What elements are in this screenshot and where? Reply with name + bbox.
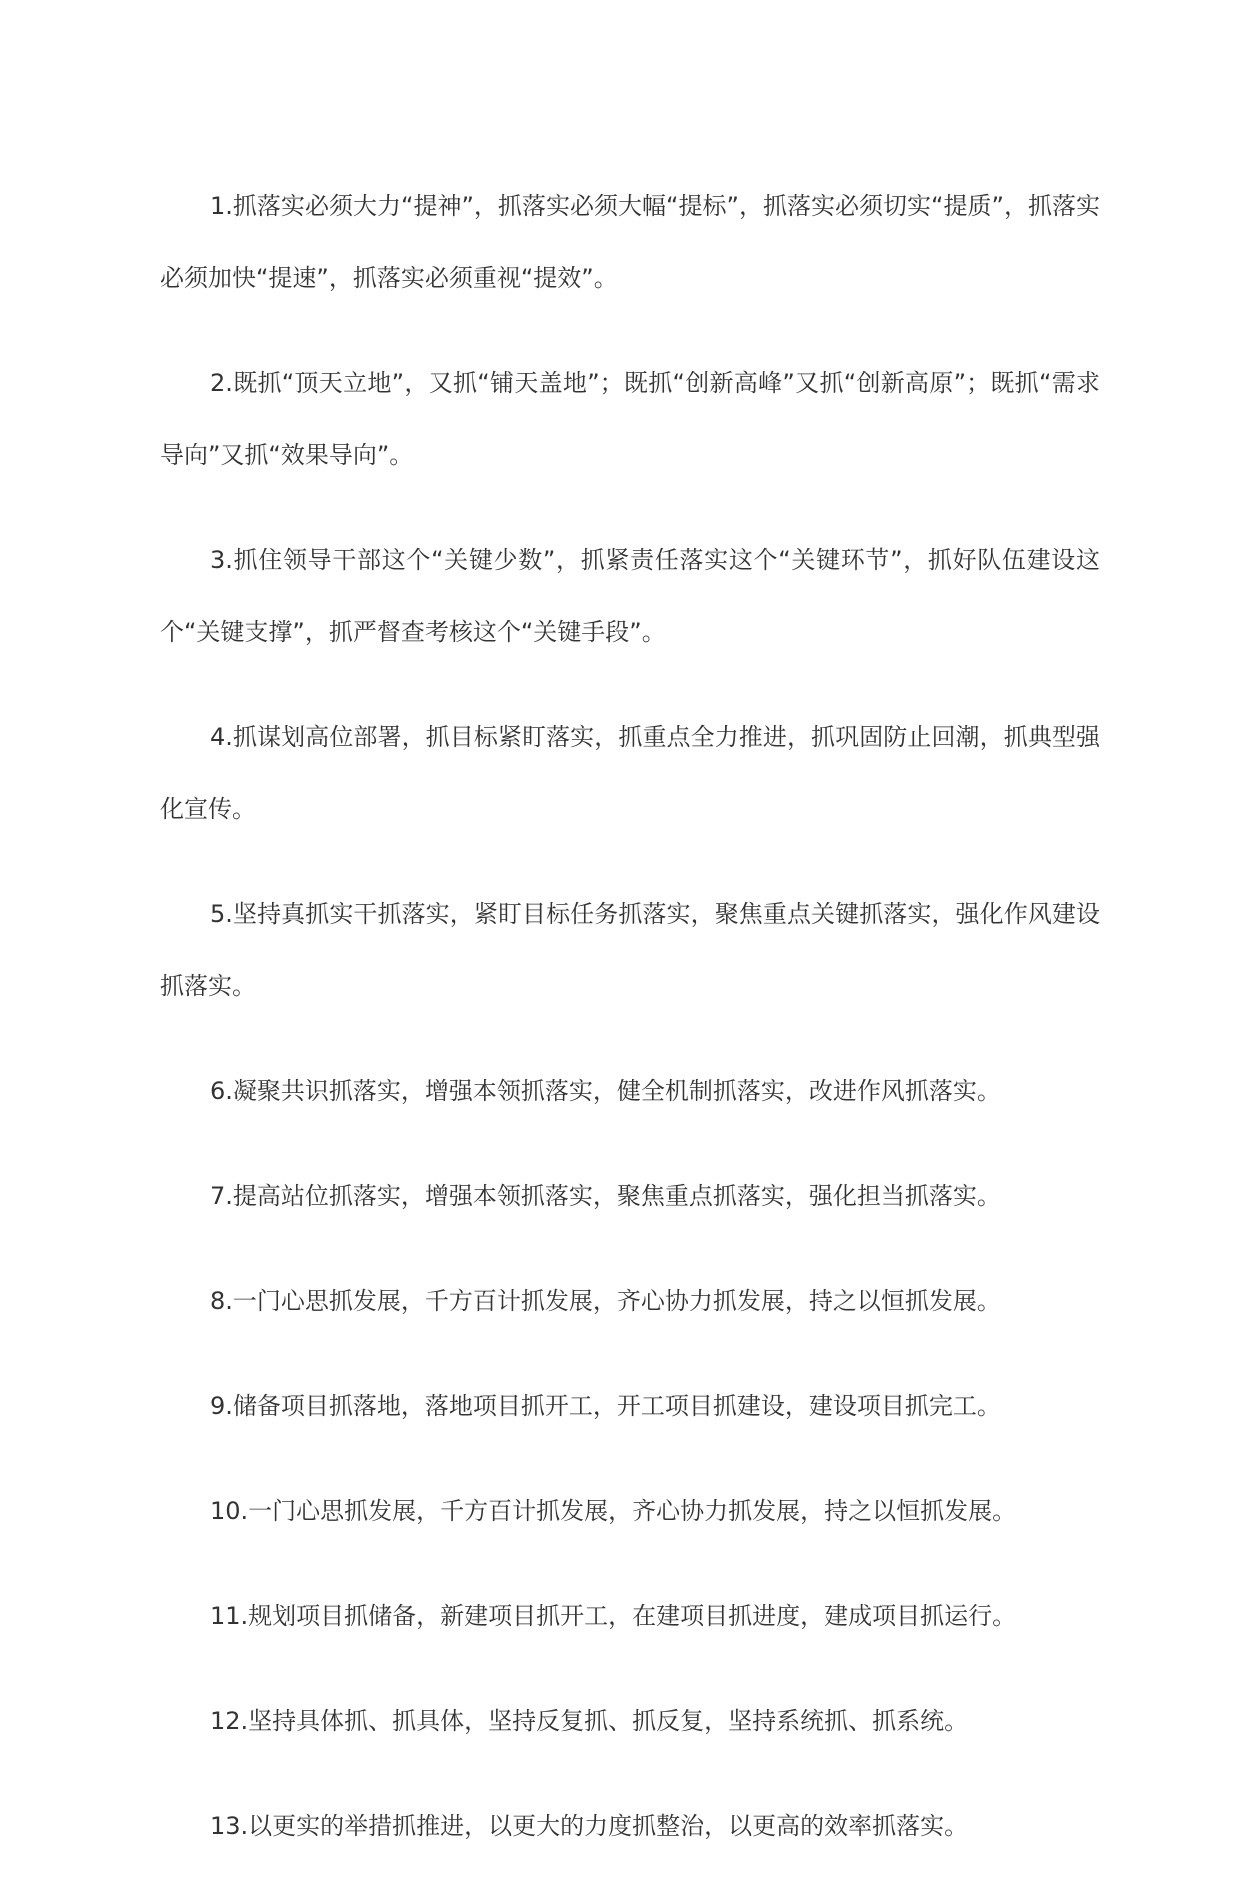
paragraph-6: 6.凝聚共识抓落实，增强本领抓落实，健全机制抓落实，改进作风抓落实。 [210, 1077, 1001, 1105]
paragraph-3: 3.抓住领导干部这个“关键少数”，抓紧责任落实这个“关键环节”，抓好队伍建设这个“关键支撑”，抓严督查考核这个“关键手段”。 [160, 546, 1100, 646]
paragraph-5: 5.坚持真抓实干抓落实，紧盯目标任务抓落实，聚焦重点关键抓落实，强化作风建设抓落实。 [160, 900, 1100, 1000]
paragraph-4: 4.抓谋划高位部署，抓目标紧盯落实，抓重点全力推进，抓巩固防止回潮，抓典型强化宣传。 [160, 723, 1100, 823]
paragraph-1: 1.抓落实必须大力“提神”，抓落实必须大幅“提标”，抓落实必须切实“提质”，抓落实必须加快“提速”，抓落实必须重视“提效”。 [160, 192, 1100, 292]
paragraph-11: 11.规划项目抓储备，新建项目抓开工，在建项目抓进度，建成项目抓运行。 [210, 1602, 1017, 1630]
paragraph-7: 7.提高站位抓落实，增强本领抓落实，聚焦重点抓落实，强化担当抓落实。 [210, 1182, 1001, 1210]
paragraph-13: 13.以更实的举措抓推进，以更大的力度抓整治，以更高的效率抓落实。 [210, 1812, 969, 1840]
paragraph-9: 9.储备项目抓落地，落地项目抓开工，开工项目抓建设，建设项目抓完工。 [210, 1392, 1001, 1420]
paragraph-12: 12.坚持具体抓、抓具体，坚持反复抓、抓反复，坚持系统抓、抓系统。 [210, 1707, 969, 1735]
paragraph-10: 10.一门心思抓发展，千方百计抓发展，齐心协力抓发展，持之以恒抓发展。 [210, 1497, 1017, 1525]
paragraph-8: 8.一门心思抓发展，千方百计抓发展，齐心协力抓发展，持之以恒抓发展。 [210, 1287, 1001, 1315]
paragraph-2: 2.既抓“顶天立地”，又抓“铺天盖地”；既抓“创新高峰”又抓“创新高原”；既抓“需求导向”又抓“效果导向”。 [160, 369, 1100, 469]
document-body [160, 170, 1100, 1895]
